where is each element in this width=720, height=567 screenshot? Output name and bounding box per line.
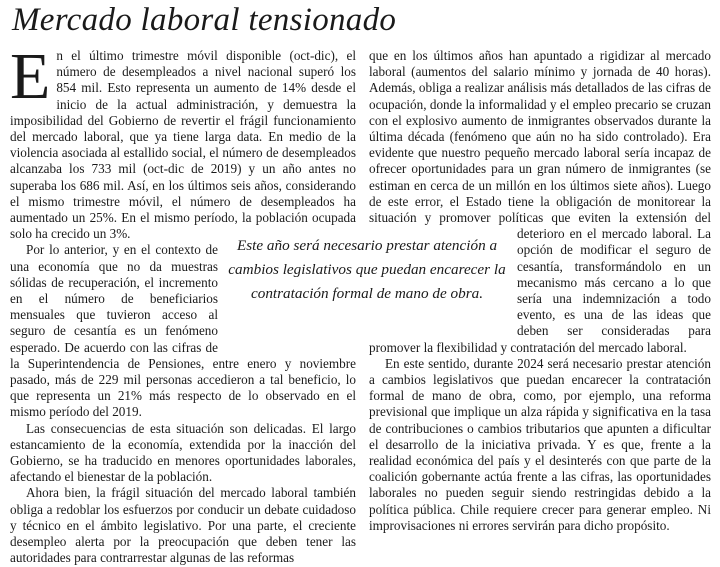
paragraph-1 — [10, 40, 356, 242]
paragraph-4-text-right: que en los últimos años han apuntado a rigidizar al mercado laboral (aumentos del salario mínimo y jornada de 40 horas). Además, obliga a realizar análisis más detallados de las cifras de ocupación, donde la informalidad y el empleo precario se cruzan con el explosivo aumento de inmigrantes observados durante la última década (fenómeno que aún no ha sido controlado). Era evidente que nuestro pequeño mercado laboral sería incapaz de ofrecer oportunidades para un gran número de inmigrantes (se estiman en cerca de un millón en los últimos siete años). Luego de este error, el Estado tiene la obligación de monitorear la situación y promover políticas que eviten la extensión del deterioro en el mercado laboral. La opción de modificar el seguro de cesantía, transformándolo en un mecanismo más cercano a lo que sería una indemnización a todo evento, es una de las ideas que deben ser consideradas para promover la flexibilidad y contratación del mercado laboral. — [369, 48, 712, 355]
drop-cap: E — [10, 40, 51, 113]
paragraph-2-text: Por lo anterior, y en el contexto de una economía que no da muestras sólidas de recuperación, el incremento en el número de beneficiarios mensuales que tuvieron acceso al seguro de cesantía es un fenómeno esperado. De acuerdo con las cifras de la Superintendencia de Pensiones, entre enero y noviembre pasado, más de 229 mil personas accedieron a tal beneficio, lo que representa un 21% más respecto de lo observado en el mismo período del 2019. — [10, 242, 356, 420]
paragraph-4-text-left: Ahora bien, la frágil situación del mercado laboral también obliga a redoblar los esfuerzos por conducir un debate cuidadoso y técnico en el ámbito legislativo. Por una parte, el creciente desempleo alerta por la preocupación que deben tener las autoridades para contrarrestar algunas de las reformas — [10, 485, 356, 566]
paragraph-3: Las consecuencias de esta situación son delicadas. El largo estancamiento de la economía, extendida por la inacción del Gobierno, se ha traducido en menores oportunidades laborales, afectando el bienestar de la población. — [10, 420, 356, 485]
pull-quote: Este año será necesario prestar atención a cambios legislativos que puedan encarecer la contratación formal de mano de obra. — [218, 230, 516, 310]
paragraph-4-start — [10, 485, 356, 566]
headline: Mercado laboral tensionado — [12, 2, 397, 38]
paragraph-1-text: n el último trimestre móvil disponible (oct-dic), el número de desempleados a nivel nacional superó los 854 mil. Esto representa un aumento de 14% desde el inicio de la actual administración, y demuestra la imposibilidad del Gobierno de revertir el frágil funcionamiento del mercado laboral, que ya tiene larga data. En medio de la violencia asociada al estallido social, el número de desempleados alcanzaba los 733 mil (oct-dic de 2019) y un año antes no superaba los 686 mil. Así, en los últimos seis años, considerando el mismo trimestre móvil, el número de desempleados ha aumentado un 25%. En el mismo período, la población ocupada solo ha crecido un 3%. — [10, 48, 356, 242]
paragraph-5: En este sentido, durante 2024 será necesario prestar atención a cambios legislativos que puedan encarecer la contratación formal de mano de obra, como, por ejemplo, una reforma previsional que implique un alza rápida y significativa en la tasa de contribuciones o cambios tributarios que apunten a dificultar el desarrollo de la iniciativa privada. Y es que, frente a la realidad económica del país y el desinterés con que parte de la coalición gobernante actúa frente a las cifras, las oportunidades laborales no pueden seguir siendo restringidas debido a la política pública. Chile requiere crecer para generar empleo. Ni improvisaciones ni errores servirán para dicho propósito. — [369, 355, 711, 533]
